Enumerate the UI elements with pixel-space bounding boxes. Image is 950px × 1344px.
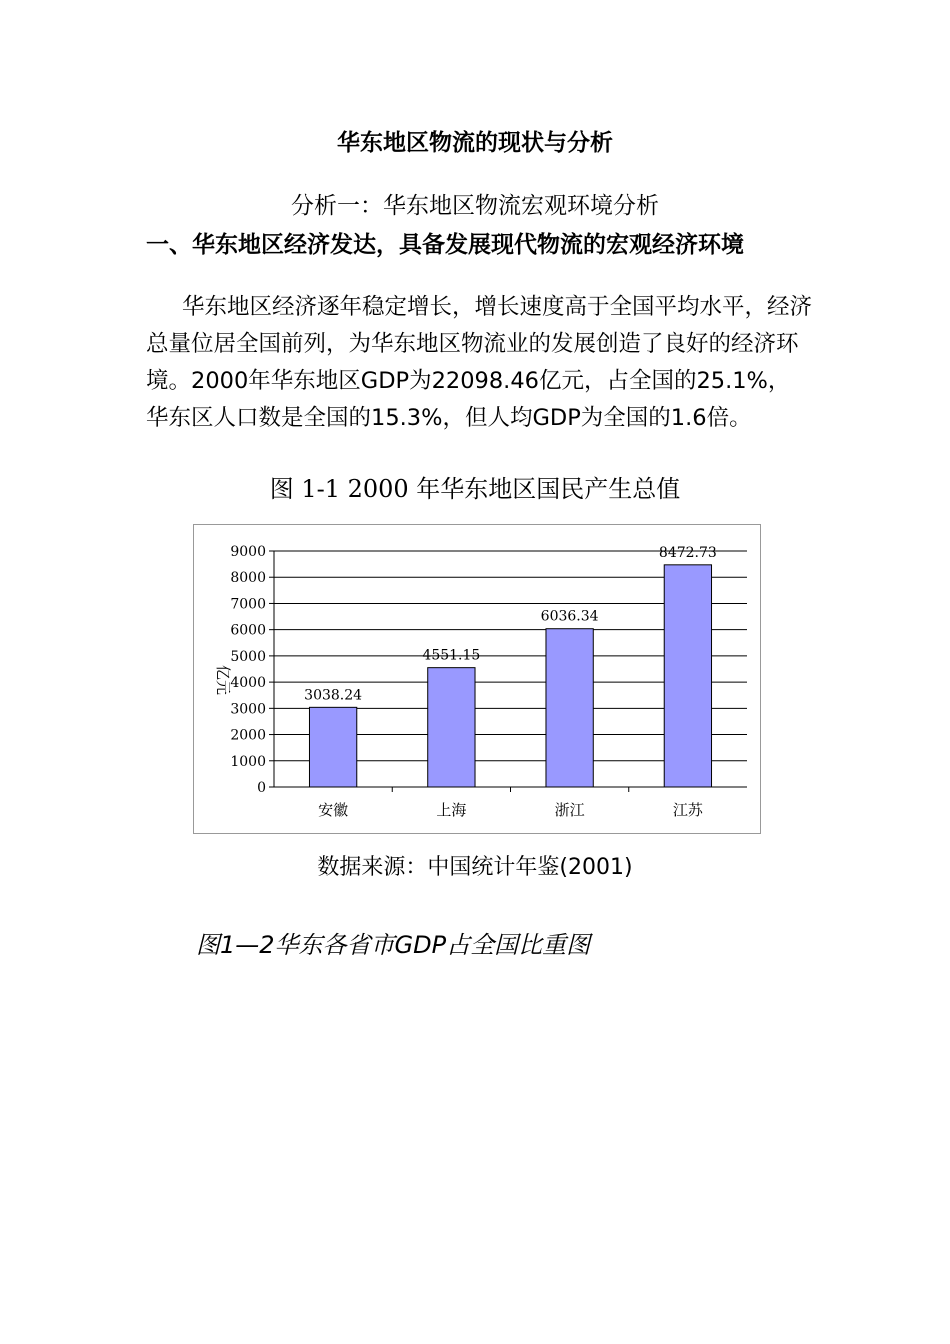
section-heading: 一、华东地区经济发达，具备发展现代物流的宏观经济环境 [146,232,744,258]
section-subtitle: 分析一：华东地区物流宏观环境分析 [291,193,659,219]
y-tick-label: 7000 [230,596,266,613]
bar [309,707,356,787]
figure-2-title: 图1—2华东各省市GDP占全国比重图 [196,931,591,959]
data-label: 8472.73 [658,544,717,561]
y-tick-label: 4000 [230,675,266,692]
y-tick-label: 8000 [230,570,266,587]
bar [428,668,475,787]
gdp-bar-chart [193,524,761,834]
x-tick-label: 江苏 [672,801,703,819]
document-title: 华东地区物流的现状与分析 [337,130,613,156]
x-tick-label: 浙江 [554,801,585,819]
y-tick-label: 3000 [230,701,266,718]
bar [546,629,593,787]
data-label: 3038.24 [304,687,363,704]
x-tick-label: 安徽 [318,801,349,819]
data-label: 6036.34 [540,608,599,625]
y-tick-label: 6000 [230,622,266,639]
y-tick-label: 1000 [230,753,266,770]
body-paragraph: 华东地区经济逐年稳定增长，增长速度高于全国平均水平，经济总量位居全国前列，为华东地区物流业的发展创造了良好的经济环境。2000年华东地区GDP为22098.46亿元，占全国的25.1%，华东区人口数是全国的15.3%，但人均GDP为全国的1.6倍。 [146,294,813,431]
data-label: 4551.15 [422,647,481,664]
y-tick-label: 5000 [230,648,266,665]
x-tick-label: 上海 [436,801,467,819]
chart-svg [194,525,760,833]
data-source: 数据来源：中国统计年鉴(2001) [317,855,633,880]
bar [664,565,711,787]
y-axis-label: 亿元 [214,664,232,696]
y-tick-label: 9000 [230,544,266,560]
y-tick-label: 2000 [230,727,266,744]
y-tick-label: 0 [257,780,266,796]
figure-1-title: 图 1-1 2000 年华东地区国民产生总值 [269,475,681,503]
